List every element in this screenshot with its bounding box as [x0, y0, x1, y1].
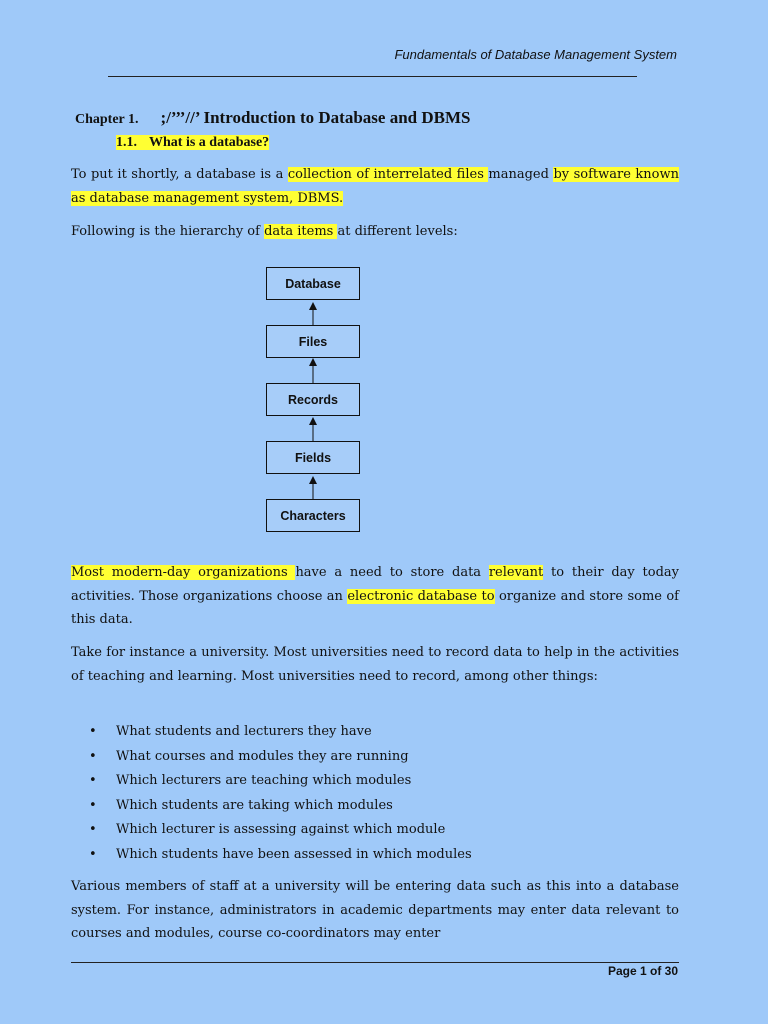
node-fields: Fields — [266, 441, 360, 474]
node-database: Database — [266, 267, 360, 300]
bullet-list — [88, 720, 472, 868]
text-span: To put it shortly, a database is a — [71, 167, 288, 182]
highlight-span: collection of interrelated files — [287, 167, 489, 182]
section-number: 1.1. — [116, 135, 137, 150]
paragraph-university: Take for instance a university. Most universities need to record data to help in the activities of teaching and learning. Most universities need to record, among other things: — [71, 645, 679, 684]
list-item: • What courses and modules they are running — [88, 745, 472, 770]
page-number: Page 1 of 30 — [607, 964, 678, 978]
paragraph-staff: Various members of staff at a university will be entering data such as this into a database system. For instance, administrators in academic departments may enter data relevant to courses and modules, course co-coordinators may enter — [71, 879, 679, 941]
text-span: to their day today activities. Those organizations choose an — [71, 565, 679, 604]
node-files: Files — [266, 325, 360, 358]
list-item: • What students and lecturers they have — [88, 720, 472, 745]
highlight-span: electronic database to — [347, 588, 495, 604]
text-span: Following is the hierarchy of — [71, 224, 265, 239]
chapter-title: ;/’’’//’ Introduction to Database and DBMS — [160, 108, 471, 127]
list-item: • Which lecturers are teaching which modules — [88, 769, 472, 794]
highlight-span: by software known as database management system, DBMS. — [71, 167, 680, 206]
text-span: organize and store some of this data. — [71, 588, 679, 627]
footer-divider — [71, 962, 679, 963]
list-item: • Which students have been assessed in which modules — [88, 843, 472, 868]
paragraph-organizations — [71, 561, 679, 632]
text-span: have a need to store data — [295, 565, 489, 580]
highlight-span: data items — [264, 224, 338, 239]
chapter-number: Chapter 1. — [75, 112, 139, 127]
node-records: Records — [266, 383, 360, 416]
node-characters: Characters — [266, 499, 360, 532]
highlight-span: Most modern-day organizations — [71, 565, 296, 580]
section-title: What is a database? — [149, 135, 270, 150]
header-title: Fundamentals of Database Management System — [394, 47, 677, 62]
list-item: • Which students are taking which modules — [88, 794, 472, 819]
highlight-span: relevant — [488, 565, 544, 580]
text-span: at different levels: — [337, 224, 458, 239]
text-span: managed — [488, 167, 554, 182]
list-item: • Which lecturer is assessing against which module — [88, 818, 472, 843]
